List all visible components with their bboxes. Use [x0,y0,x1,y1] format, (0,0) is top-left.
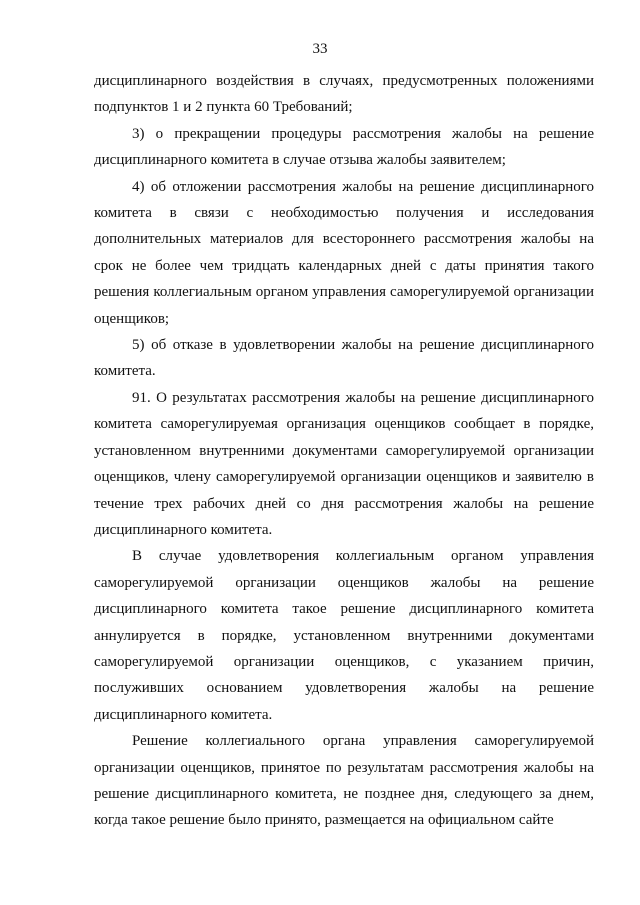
paragraph-item-5: 5) об отказе в удовлетворении жалобы на решение дисциплинарного комитета. [94,337,594,380]
paragraph-item-4: 4) об отложении рассмотрения жалобы на решение дисциплинарного комитета в связи с необходимостью получения и исследования дополнительных материалов для всестороннего рассмотрения жалобы на срок не более чем тридцать календарных дней с даты принятия такого решения коллегиальным органом управления саморегулируемой организации оценщиков; [94,178,594,327]
paragraph-item-3: 3) о прекращении процедуры рассмотрения жалобы на решение дисциплинарного комитета в случае отзыва жалобы заявителем; [94,125,594,169]
paragraph-continuation: дисциплинарного воздействия в случаях, предусмотренных положениями подпунктов 1 и 2 пункта 60 Требований; [94,73,594,116]
paragraph-publication: Решение коллегиального органа управления саморегулируемой организации оценщиков, принятое по результатам рассмотрения жалобы на решение дисциплинарного комитета, не позднее дня, следующего за днем, когда такое решение было принято, размещается на официальном сайте [94,733,594,829]
paragraph-clause-91: 91. О результатах рассмотрения жалобы на решение дисциплинарного комитета саморегулируемая организация оценщиков сообщает в порядке, установленном внутренними документами саморегулируемой организации оценщиков, члену саморегулируемой организации оценщиков и заявителю в течение трех рабочих дней со дня рассмотрения жалобы на решение дисциплинарного комитета. [94,389,594,538]
document-body [94,68,594,834]
paragraph-annulment: В случае удовлетворения коллегиальным органом управления саморегулируемой организации оценщиков жалобы на решение дисциплинарного комитета такое решение дисциплинарного комитета аннулируется в порядке, установленном внутренними документами саморегулируемой организации оценщиков, с указанием причин, послуживших основанием удовлетворения жалобы на решение дисциплинарного комитета. [94,548,594,723]
page-number: 33 [312,41,328,57]
